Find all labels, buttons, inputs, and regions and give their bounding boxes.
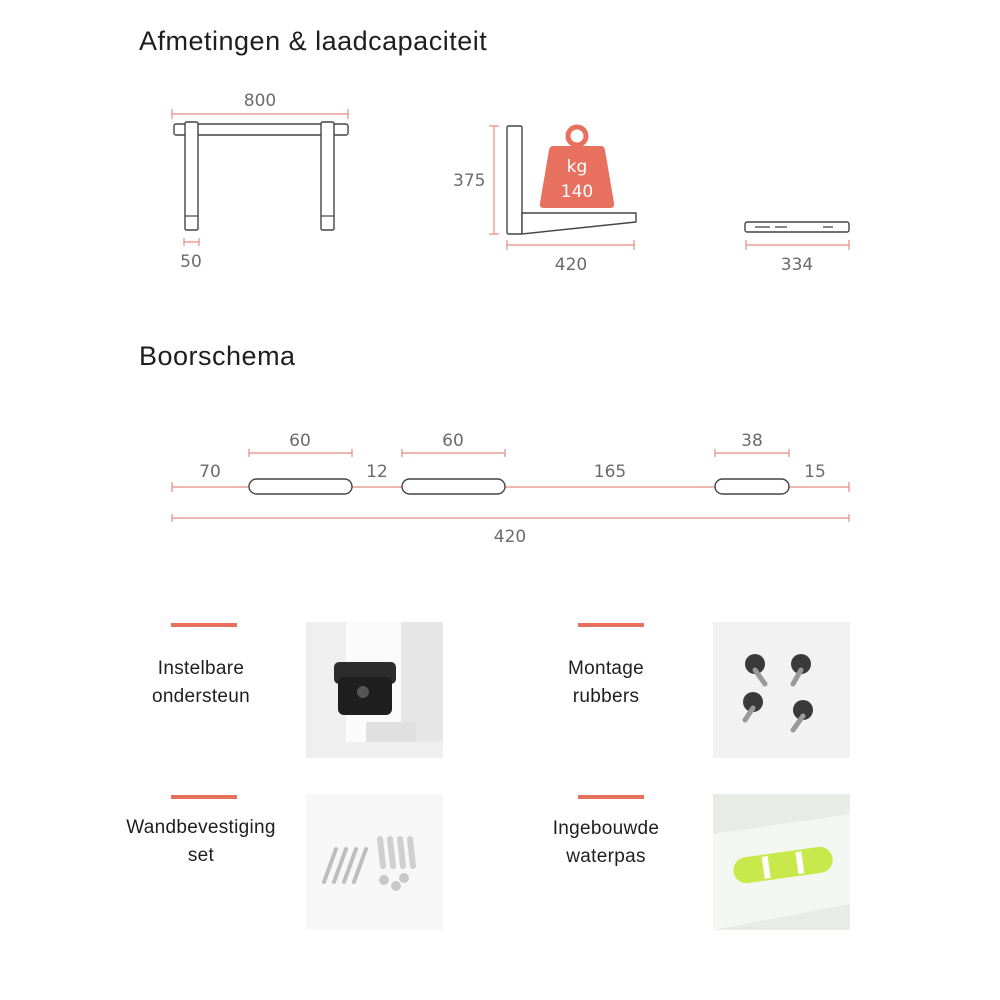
spirit-level-photo (713, 794, 850, 930)
side-depth-label: 420 (554, 255, 588, 275)
feature-accent-bar (578, 623, 644, 627)
feature-label-mounting-rubbers: Montage rubbers (567, 658, 645, 707)
foot-width-label: 50 (180, 252, 202, 272)
drill-scheme-title: Boorschema (139, 341, 296, 371)
front-view (172, 91, 348, 272)
drill-slot-2 (402, 479, 505, 494)
drill-scheme (172, 431, 849, 547)
rail-length-label: 334 (780, 255, 814, 275)
slot-2-length: 60 (442, 431, 464, 451)
wall-fixing-set-photo (306, 794, 443, 930)
segment-3-length: 165 (593, 462, 627, 482)
rubber-mounts-photo (713, 622, 850, 758)
weight-unit: kg (566, 157, 588, 177)
side-arm (522, 213, 636, 234)
feature-accent-bar (171, 623, 237, 627)
front-right-leg (321, 122, 334, 230)
feature-label-wall-fixing-set: Wandbevestiging set (126, 817, 276, 866)
feature-accent-bar (171, 795, 237, 799)
drill-slot-1 (249, 479, 352, 494)
drill-slot-3 (715, 479, 789, 494)
weight-value: 140 (560, 182, 594, 202)
feature-label-spirit-level: Ingebouwde waterpas (552, 818, 660, 867)
slot-3-length: 38 (741, 431, 763, 451)
feature-label-adjustable-support: Instelbare ondersteun (151, 658, 251, 707)
drill-total-length: 420 (493, 527, 527, 547)
front-width-label: 800 (243, 91, 277, 111)
segment-4-length: 15 (804, 462, 826, 482)
slot-1-length: 60 (289, 431, 311, 451)
side-height-label: 375 (453, 171, 486, 191)
dimensions-title: Afmetingen & laadcapaciteit (139, 26, 488, 56)
segment-2-length: 12 (366, 462, 388, 482)
weight-icon (540, 127, 614, 208)
adjustable-foot-photo (306, 622, 443, 758)
segment-1-length: 70 (199, 462, 221, 482)
feature-accent-bar (578, 795, 644, 799)
front-left-leg (185, 122, 198, 230)
side-view (453, 126, 636, 275)
rail-view (745, 222, 849, 275)
side-upright (507, 126, 522, 234)
